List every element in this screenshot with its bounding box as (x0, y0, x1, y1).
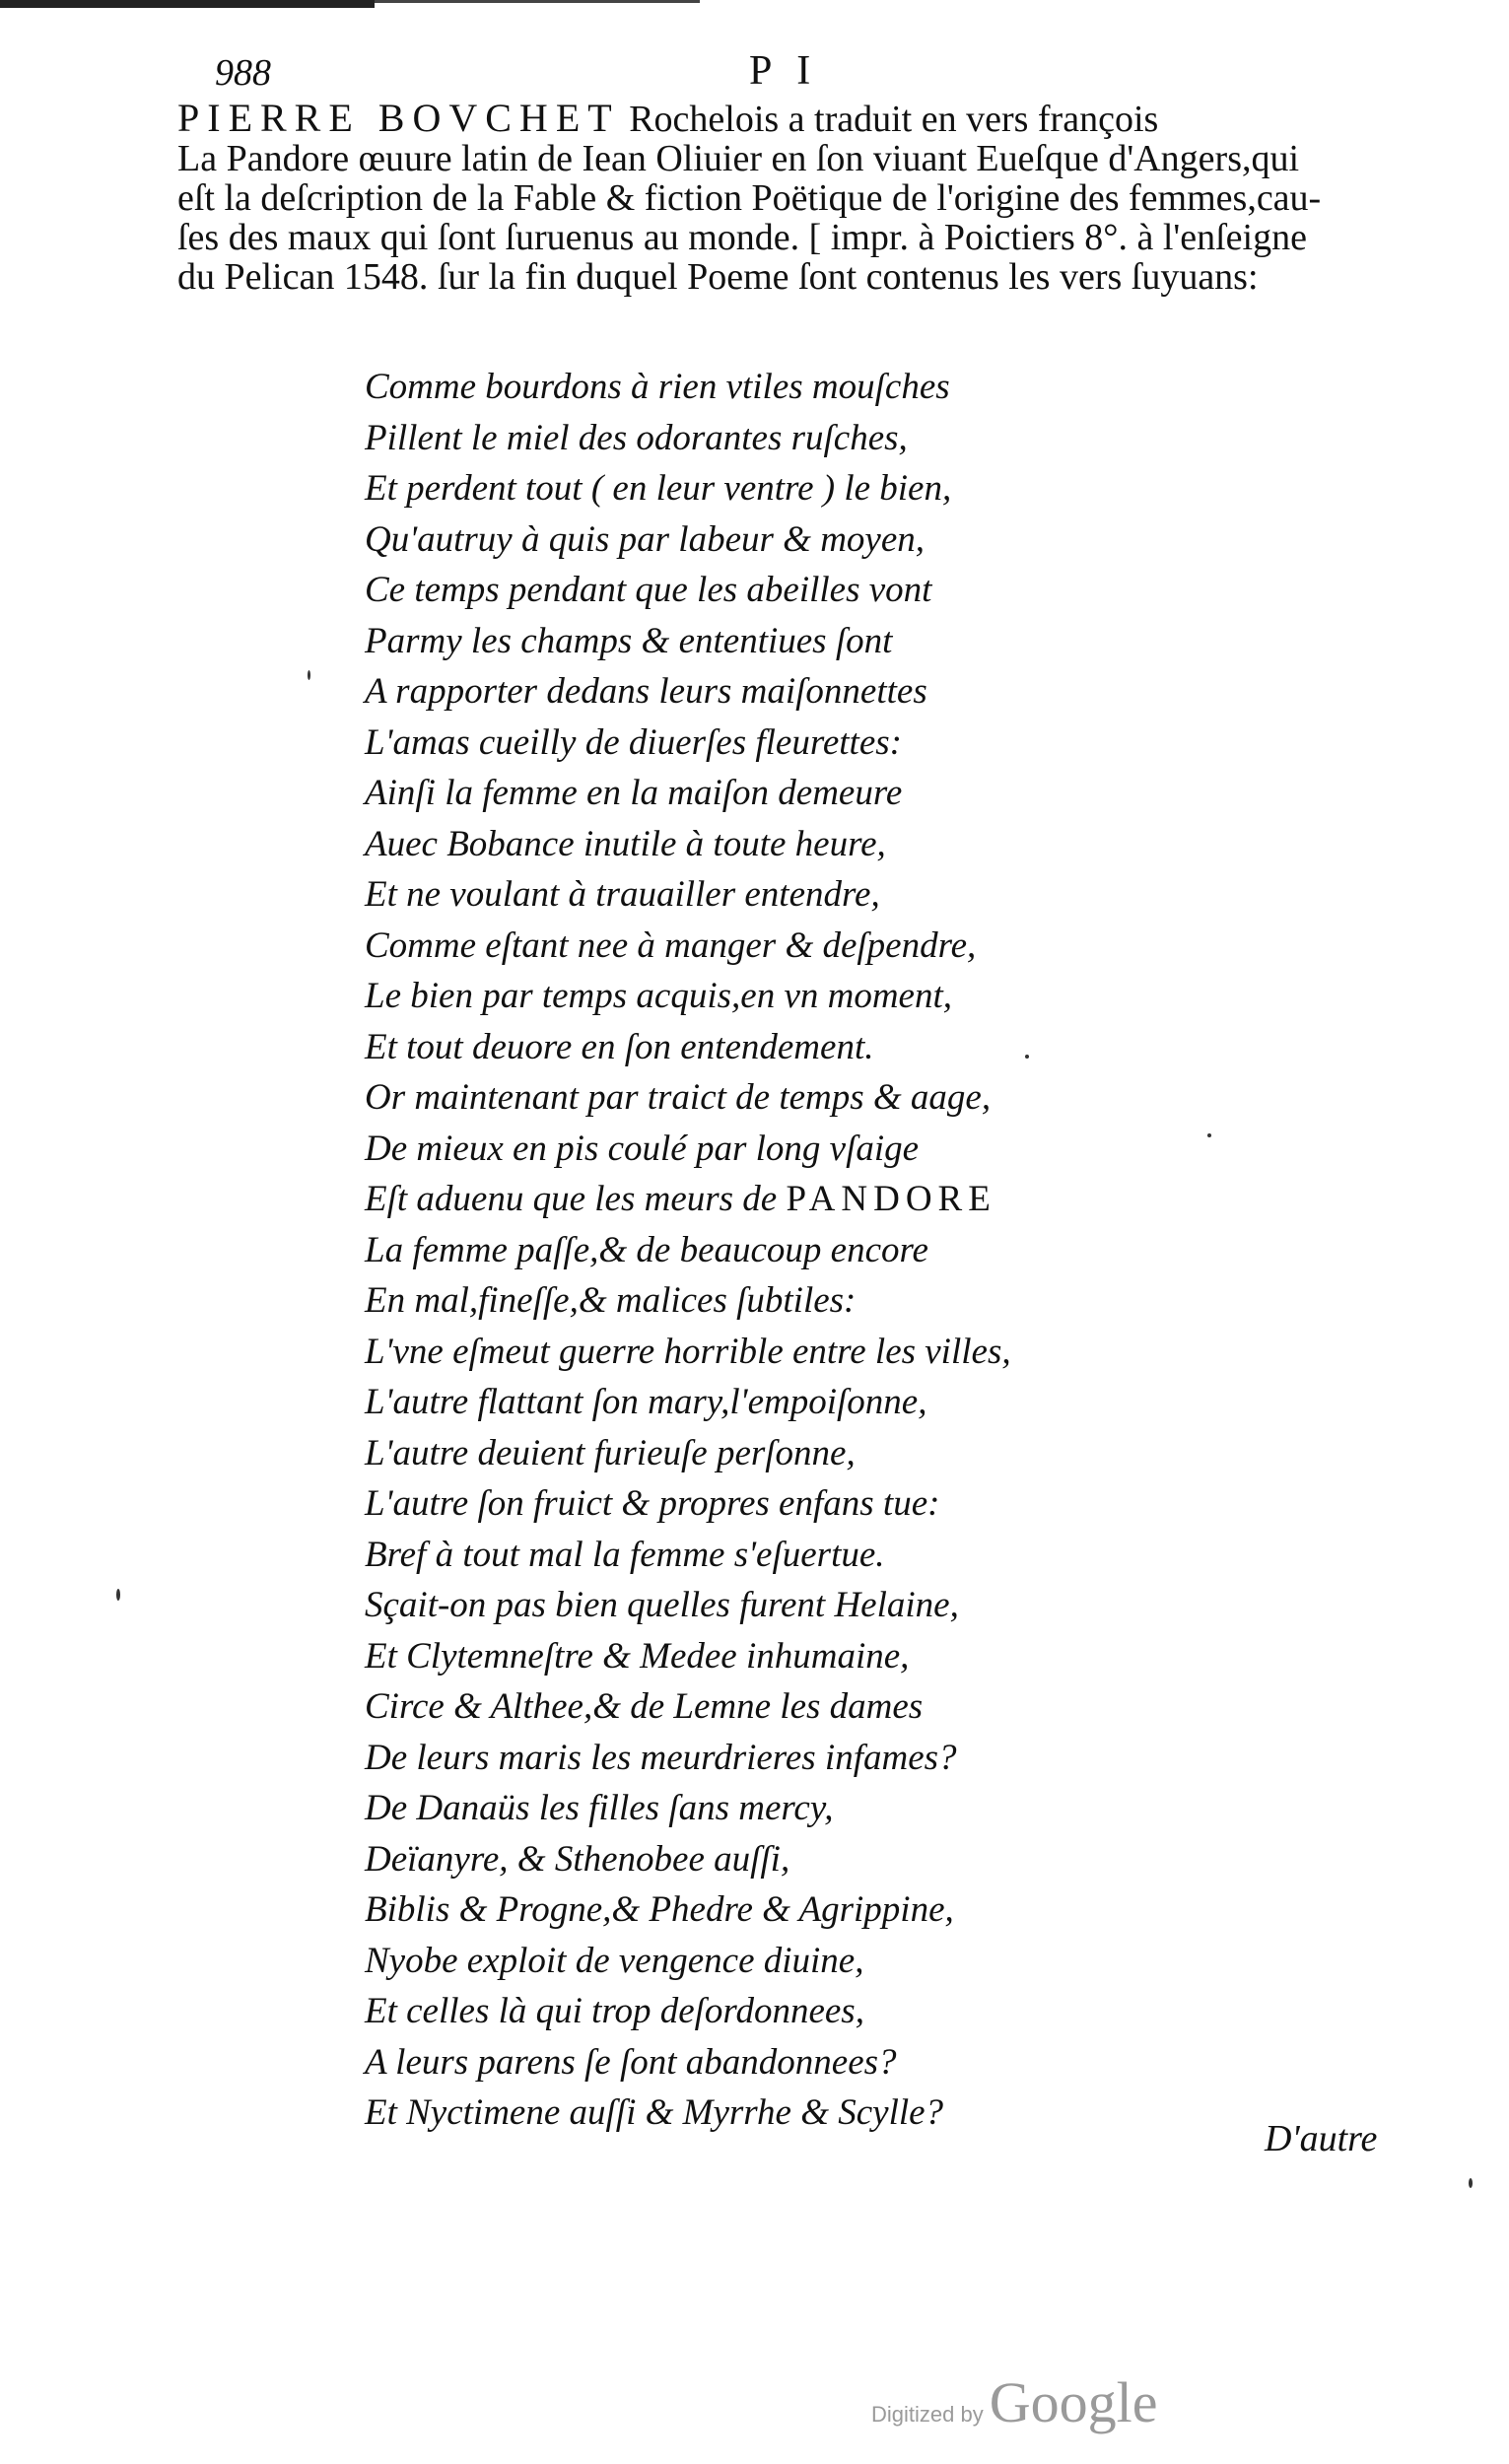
verse-1: Comme bourdons à rien vtiles mouſches (365, 367, 950, 407)
verse-21: L'autre flattant ſon mary,l'empoiſonne, (365, 1382, 927, 1422)
intro-line-4: ſes des maux qui ſont ſuruenus au monde. [ impr. à Poictiers 8°. à l'enſeigne (177, 217, 1307, 258)
verse-2: Pillent le miel des odorantes ruſches, (365, 417, 908, 458)
verse-23: L'autre ſon fruict & propres enfans tue: (365, 1483, 940, 1524)
print-speck (308, 670, 310, 680)
verse-19: En mal,fineſſe,& malices ſubtiles: (365, 1280, 857, 1321)
google-logo: Google (989, 2370, 1158, 2434)
poem (365, 362, 1212, 2139)
print-speck (116, 1589, 120, 1601)
verse-29: De Danaüs les filles ſans mercy, (365, 1788, 834, 1828)
verse-32: Nyobe exploit de vengence diuine, (365, 1940, 864, 1981)
watermark-prefix: Digitized by (871, 2402, 984, 2427)
verse-27: Circe & Althee,& de Lemne les dames (365, 1686, 924, 1727)
verse-18: La femme paſſe,& de beaucoup encore (365, 1229, 928, 1270)
intro-line-5: du Pelican 1548. ſur la fin duquel Poeme ſont contenus les vers ſuyuans: (177, 256, 1259, 298)
running-head: P I (749, 48, 819, 94)
verse-28: De leurs maris les meurdrieres infames? (365, 1737, 957, 1778)
verse-35: Et Nyctimene auſſi & Myrrhe & Scylle? (365, 2092, 944, 2133)
verse-30: Deïanyre, & Sthenobee auſſi, (365, 1838, 790, 1880)
verse-5: Ce temps pendant que les abeilles vont (365, 570, 932, 610)
intro-line-1 (177, 96, 1370, 140)
verse-9: Ainſi la femme en la maiſon demeure (365, 773, 903, 813)
top-edge-rule (0, 0, 375, 8)
verse-13: Le bien par temps acquis,en vn moment, (365, 976, 953, 1016)
intro-line-2: La Pandore œuure latin de Iean Oliuier en ſon viuant Eueſque d'Angers,qui (177, 138, 1300, 179)
print-speck (1207, 1133, 1211, 1137)
verse-33: Et celles là qui trop deſordonnees, (365, 1991, 864, 2031)
verse-31: Biblis & Progne,& Phedre & Agrippine, (365, 1889, 954, 1930)
top-edge-rule-tail (375, 0, 700, 3)
verse-17-text: Eſt aduenu que les meurs de (365, 1179, 778, 1219)
intro-line-3: eſt la deſcription de la Fable & fiction Poëtique de l'origine des femmes,cau- (177, 177, 1322, 219)
verse-22: L'autre deuient furieuſe perſonne, (365, 1432, 856, 1473)
verse-8: L'amas cueilly de diuerſes fleurettes: (365, 721, 902, 763)
verse-20: L'vne eſmeut guerre horrible entre les villes, (365, 1331, 1011, 1372)
verse-10: Auec Bobance inutile à toute heure, (365, 823, 886, 864)
verse-7: A rapporter dedans leurs maiſonnettes (365, 671, 927, 712)
print-speck (1469, 2178, 1473, 2188)
print-speck (1025, 1055, 1029, 1059)
digitized-by-google-watermark (871, 2369, 1157, 2435)
verse-3: Et perdent tout ( en leur ventre ) le bien, (365, 468, 952, 509)
verse-17 (365, 1174, 1212, 1225)
verse-34: A leurs parens ſe ſont abandonnees? (365, 2041, 897, 2083)
verse-24: Bref à tout mal la femme s'eſuertue. (365, 1534, 885, 1575)
verse-14: Et tout deuore en ſon entendement. (365, 1026, 874, 1067)
verse-11: Et ne voulant à trauailler entendre, (365, 874, 880, 915)
verse-16: De mieux en pis coulé par long vſaige (365, 1128, 920, 1169)
verse-6: Parmy les champs & ententiues ſont (365, 620, 893, 661)
intro-paragraph (177, 96, 1370, 298)
verse-26: Et Clytemneſtre & Medee inhumaine, (365, 1635, 910, 1677)
verse-15: Or maintenant par traict de temps & aage, (365, 1077, 992, 1118)
verse-4: Qu'autruy à quis par labeur & moyen, (365, 518, 926, 560)
verse-25: Sçait-on pas bien quelles furent Helaine, (365, 1585, 959, 1625)
catchword: D'autre (1265, 2118, 1378, 2159)
author-name: PIERRE BOVCHET (177, 96, 620, 140)
intro-line-1-rest: Rochelois a traduit en vers françois (629, 99, 1159, 140)
verse-12: Comme eſtant nee à manger & deſpendre, (365, 924, 977, 966)
page-number: 988 (215, 52, 271, 94)
pandore-caps: PANDORE (786, 1179, 996, 1219)
